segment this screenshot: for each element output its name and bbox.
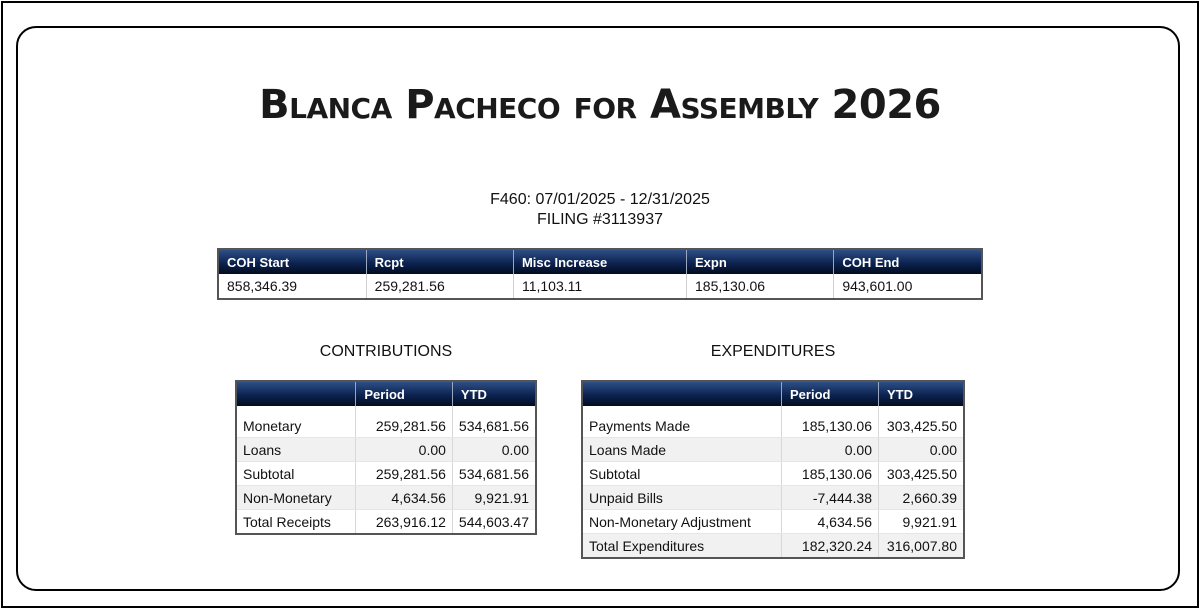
table-row (236, 462, 536, 486)
table-row (236, 510, 536, 535)
row-label: Total Receipts (236, 510, 356, 535)
ytd-value: 534,681.56 (452, 462, 536, 486)
period-value: 259,281.56 (356, 462, 453, 486)
row-label: Non-Monetary Adjustment (582, 510, 782, 534)
table-row (582, 486, 964, 510)
committee-title: Blanca Pacheco for Assembly 2026 (259, 82, 941, 128)
table-row (582, 534, 964, 559)
summary-value-cell: 943,601.00 (842, 278, 913, 294)
expenditures-header-row (582, 381, 964, 406)
period-value: 185,130.06 (782, 462, 879, 486)
expenditures-header-cell: Period (782, 381, 879, 406)
summary-header-cell: Misc Increase (513, 249, 686, 274)
summary-header-cell: Rcpt (366, 249, 513, 274)
summary-value-cell: 259,281.56 (366, 274, 513, 299)
ytd-value: 316,007.80 (879, 534, 965, 559)
period-value: 4,634.56 (782, 510, 879, 534)
table-row (236, 486, 536, 510)
table-row (582, 510, 964, 534)
contributions-header-cell: YTD (452, 381, 536, 406)
ytd-value: 303,425.50 (879, 414, 965, 438)
ytd-value: 0.00 (452, 438, 536, 462)
ytd-value: 2,660.39 (879, 486, 965, 510)
cash-summary-table (217, 248, 983, 300)
table-row (582, 438, 964, 462)
period-value: 182,320.24 (782, 534, 879, 559)
summary-header-cell: Expn (687, 249, 834, 274)
ytd-value: 534,681.56 (452, 414, 536, 438)
ytd-value: 0.00 (879, 438, 965, 462)
summary-value-cell: 11,103.11 (513, 274, 686, 299)
ytd-value: 9,921.91 (879, 510, 965, 534)
expenditures-header-cell: YTD (879, 381, 965, 406)
row-label: Monetary (236, 414, 356, 438)
summary-value-cell: 185,130.06 (687, 274, 834, 299)
period-value: 185,130.06 (782, 414, 879, 438)
expenditures-table (581, 380, 965, 559)
period-value: 0.00 (356, 438, 453, 462)
row-label: Loans Made (582, 438, 782, 462)
table-row (582, 462, 964, 486)
row-label: Total Expenditures (582, 534, 782, 559)
contributions-header-row (236, 381, 536, 406)
period-value: 0.00 (782, 438, 879, 462)
ytd-value: 303,425.50 (879, 462, 965, 486)
row-label: Payments Made (582, 414, 782, 438)
row-label: Unpaid Bills (582, 486, 782, 510)
period-value: 259,281.56 (356, 414, 453, 438)
row-label: Non-Monetary (236, 486, 356, 510)
period-value: 263,916.12 (356, 510, 453, 535)
contributions-heading: CONTRIBUTIONS (319, 343, 453, 360)
summary-header-cell: COH End (834, 249, 982, 274)
summary-value-cell: 858,346.39 (218, 274, 366, 299)
table-row (236, 438, 536, 462)
contributions-header-cell: Period (356, 381, 453, 406)
summary-value-row (218, 274, 982, 299)
summary-header-row (218, 249, 982, 274)
table-row (582, 414, 964, 438)
ytd-value: 9,921.91 (452, 486, 536, 510)
row-label: Loans (236, 438, 356, 462)
ytd-value: 544,603.47 (452, 510, 536, 535)
contributions-header-cell (236, 381, 356, 406)
expenditures-header-cell (582, 381, 782, 406)
table-row (236, 414, 536, 438)
row-label: Subtotal (236, 462, 356, 486)
row-label: Subtotal (582, 462, 782, 486)
period-value: 4,634.56 (356, 486, 453, 510)
summary-header-cell: COH Start (218, 249, 366, 274)
filing-number: FILING #3113937 (536, 211, 663, 228)
filing-period: F460: 07/01/2025 - 12/31/2025 (490, 191, 710, 208)
expenditures-heading: EXPENDITURES (710, 343, 836, 360)
contributions-table (235, 380, 537, 535)
period-value: -7,444.38 (782, 486, 879, 510)
